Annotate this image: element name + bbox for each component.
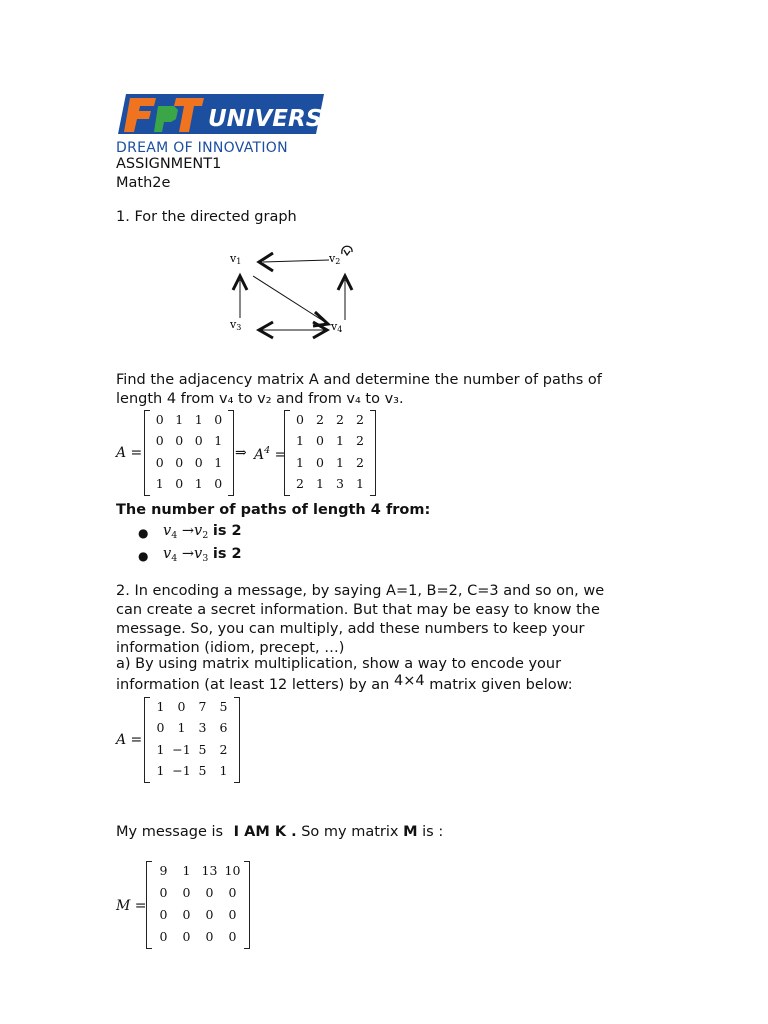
node-v1: v1	[230, 252, 242, 266]
matrix-a4-cell: 2	[356, 454, 364, 470]
bullet-1: ●	[138, 526, 149, 540]
result-item-1: $v_4 \to v_2$ is 2	[163, 523, 242, 541]
matrix-m-cell: 0	[182, 929, 191, 944]
matrix-m-cell: 1	[182, 863, 191, 878]
node-v3: v3	[230, 318, 242, 332]
result-item-2: $v_4 \to v_3$ is 2	[163, 546, 242, 564]
q2-matrix-a-cell: 7	[198, 698, 207, 714]
matrix-a4-cell: 2	[336, 411, 344, 427]
assignment-title: ASSIGNMENT1	[116, 156, 222, 172]
matrix-m-cell: 0	[205, 929, 214, 944]
q2-matrix-a-cell: 1	[219, 763, 228, 779]
matrix-a-cell: 0	[175, 433, 184, 449]
q2-matrix-a-cell: 1	[156, 698, 165, 714]
matrix-a4-cell: 3	[336, 476, 344, 492]
course-name: Math2e	[116, 175, 171, 191]
matrix-a-cell: 0	[155, 411, 164, 427]
q2-matrix-a-label: A =	[116, 732, 143, 748]
q1-find-line2: length 4 from v₄ to v₂ and from v₄ to v₃.	[116, 391, 404, 407]
q1-find-line1: Find the adjacency matrix A and determine the number of paths of	[116, 372, 602, 388]
matrix-a-cell: 0	[175, 476, 184, 492]
fpt-logo	[116, 92, 364, 156]
matrix-a4-cell: 2	[356, 411, 364, 427]
matrix-a4-cell: 2	[316, 411, 324, 427]
matrix-a4-cell: 2	[356, 433, 364, 449]
matrix-a4-cell: 0	[296, 411, 304, 427]
matrix-m-cell: 0	[159, 929, 168, 944]
matrix-m-cell: 0	[205, 885, 214, 900]
fpt-university-logo-graphic	[116, 92, 364, 138]
matrix-m-cell: 0	[182, 885, 191, 900]
matrix-m-cell: 0	[228, 885, 237, 900]
matrix-a-cell: 1	[175, 411, 184, 427]
matrix-a4-cell: 1	[336, 433, 344, 449]
q2-matrix-a-cell: 6	[219, 720, 228, 736]
q2-line-3: message. So, you can multiply, add these numbers to keep your	[116, 621, 585, 637]
q2-matrix-a-cell: 5	[198, 763, 207, 779]
q2-matrix-a-cell: −1	[172, 741, 191, 757]
node-v2: v2	[329, 252, 341, 266]
q2-line-1: 2. In encoding a message, by saying A=1, B=2, C=3 and so on, we	[116, 583, 605, 599]
bullet-2: ●	[138, 549, 149, 563]
matrix-a-cell: 1	[194, 476, 203, 492]
q2-matrix-a-cell: 1	[177, 720, 186, 736]
q2-matrix-a-cell: 3	[198, 720, 207, 736]
encoding-matrix-a	[144, 697, 240, 783]
logo-tagline: DREAM OF INNOVATION	[116, 140, 288, 156]
matrix-a4-cell: 1	[336, 454, 344, 470]
logo-university-text: UNIVERSITY	[208, 106, 364, 132]
matrix-a4-cell: 0	[316, 454, 324, 470]
directed-graph-diagram	[225, 240, 365, 345]
q2-matrix-a-cell: 0	[177, 698, 186, 714]
q2-matrix-a-cell: 1	[156, 763, 165, 779]
matrix-a-cell: 0	[155, 433, 164, 449]
q2-matrix-a-cell: 0	[156, 720, 165, 736]
matrix-m-cell: 0	[159, 885, 168, 900]
message-matrix-m	[146, 861, 250, 949]
q2-matrix-a-cell: 1	[156, 741, 165, 757]
q2-line-2: can create a secret information. But that may be easy to know the	[116, 602, 600, 618]
matrix-a4-cell: 1	[296, 454, 304, 470]
matrix-a4-cell: 2	[296, 476, 304, 492]
q1-heading: 1. For the directed graph	[116, 209, 297, 225]
matrix-a-power-4	[284, 410, 376, 496]
matrix-a4-cell: 0	[316, 433, 324, 449]
q2a-line-1: a) By using matrix multiplication, show a way to encode your	[116, 656, 562, 672]
q1-result-heading: The number of paths of length 4 from:	[116, 502, 431, 518]
q2-matrix-a-cell: 5	[219, 698, 228, 714]
matrix-m-cell: 0	[159, 907, 168, 922]
matrix-m-right-bracket	[244, 861, 250, 949]
matrix-m-cell: 0	[228, 929, 237, 944]
matrix-a-cell: 1	[194, 411, 203, 427]
matrix-a4-cell: 1	[316, 476, 324, 492]
matrix-m-cell: 10	[224, 863, 241, 878]
matrix-m-cell: 0	[228, 907, 237, 922]
q2-line-4: information (idiom, precept, …)	[116, 640, 345, 656]
adjacency-matrix-a	[144, 410, 234, 496]
matrix-a4-cell: 1	[356, 476, 364, 492]
q2-matrix-a-cell: 2	[219, 741, 228, 757]
implies-symbol: ⇒	[235, 445, 247, 461]
matrix-a-cell: 0	[155, 454, 164, 470]
matrix-m-cell: 9	[159, 863, 168, 878]
matrix-a4-cell: 1	[296, 433, 304, 449]
matrix-a-cell: 1	[214, 433, 223, 449]
message-line: My message is I AM K . So my matrix M is :	[116, 824, 444, 840]
matrix-a-label: A =	[116, 445, 143, 461]
matrix-a-cell: 0	[194, 454, 203, 470]
matrix-m-cell: 13	[201, 863, 218, 878]
directed-graph	[225, 240, 365, 345]
node-v4: v4	[331, 320, 343, 334]
matrix-a-cell: 0	[214, 476, 223, 492]
q2-matrix-a-cell: 5	[198, 741, 207, 757]
matrix-a-cell: 0	[214, 411, 223, 427]
matrix-a-cell: 1	[155, 476, 164, 492]
q2-matrix-a-cell: −1	[172, 763, 191, 779]
matrix-m-cell: 0	[182, 907, 191, 922]
matrix-m-label: M =	[116, 898, 147, 914]
matrix-a-cell: 0	[175, 454, 184, 470]
matrix-a4-label: $A^4$ =	[254, 445, 287, 463]
matrix-a-cell: 0	[194, 433, 203, 449]
q2a-line-2: information (at least 12 letters) by an 4×4 matrix given below:	[116, 673, 573, 693]
matrix-a-cell: 1	[214, 454, 223, 470]
matrix-m-cell: 0	[205, 907, 214, 922]
